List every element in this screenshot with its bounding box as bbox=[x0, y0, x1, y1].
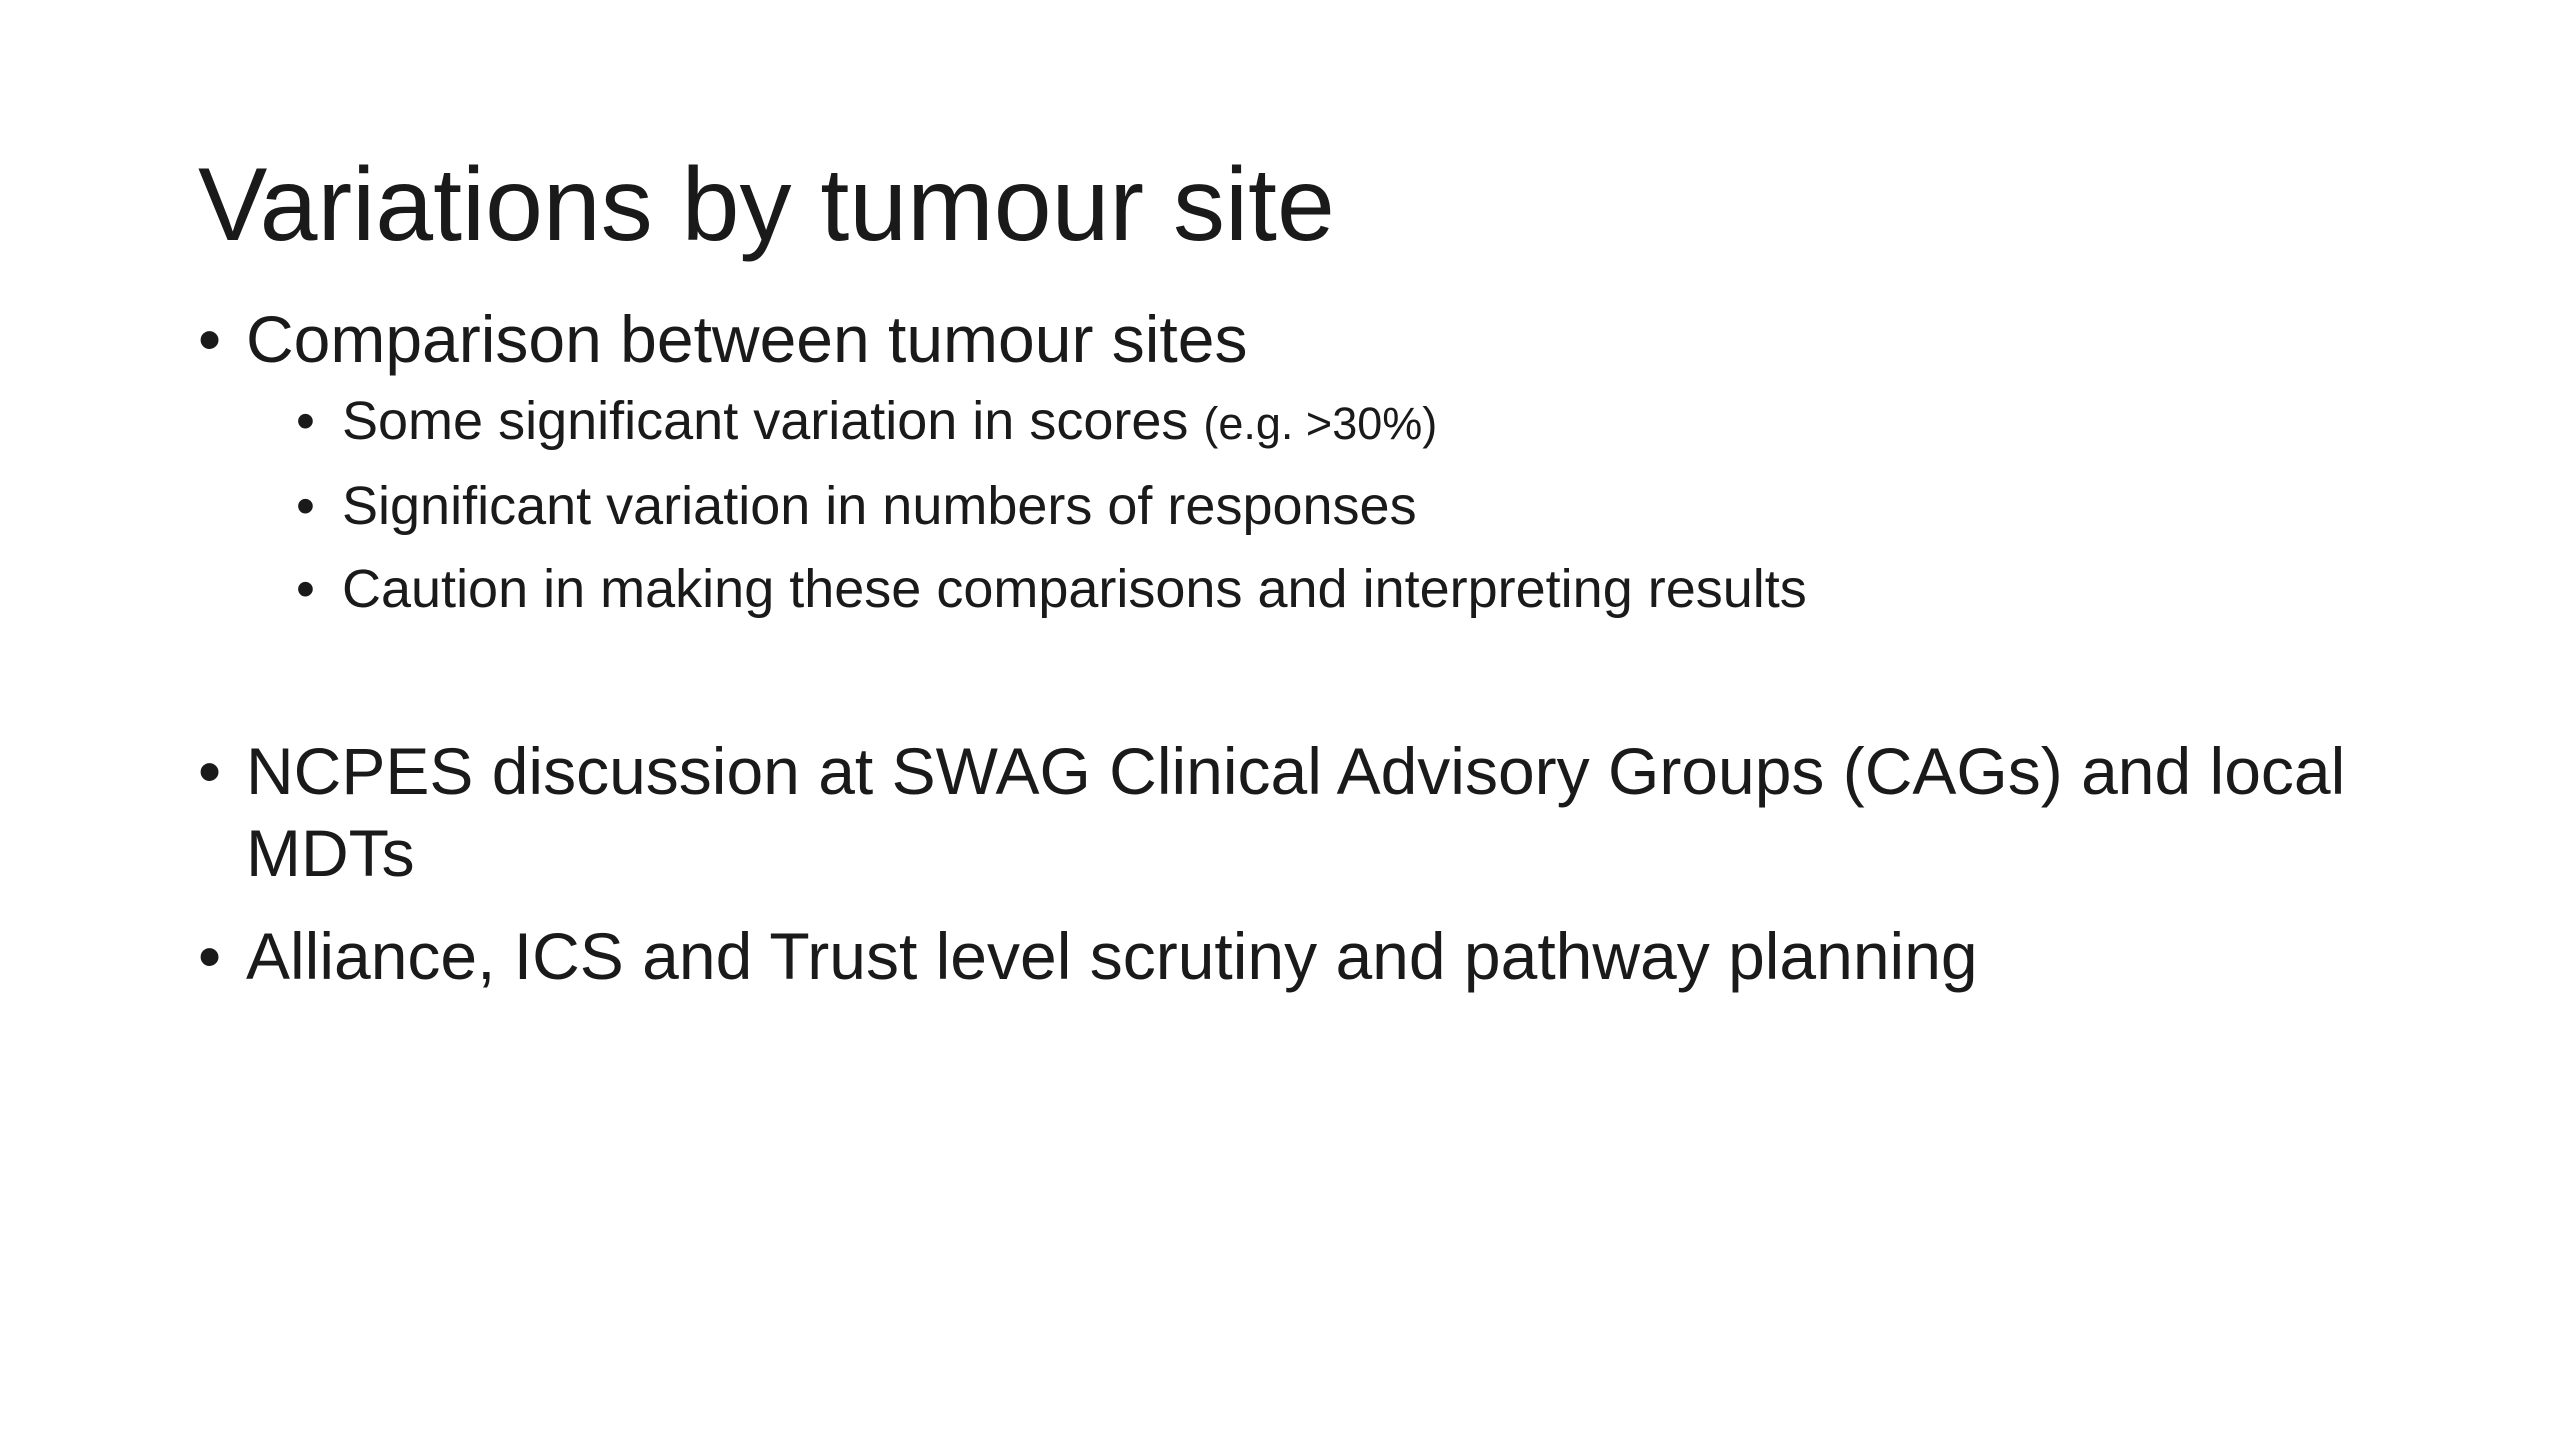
spacer bbox=[198, 631, 2378, 730]
sub-bullet-responses: • Significant variation in numbers of responses bbox=[296, 465, 2378, 548]
sub-bullet-scores bbox=[296, 380, 2378, 465]
slide-title: Variations by tumour site bbox=[198, 147, 1335, 263]
sub-bullet-scores-note: (e.g. >30%) bbox=[1203, 398, 1438, 449]
bullet-alliance: • Alliance, ICS and Trust level scrutiny and pathway planning bbox=[198, 915, 2378, 997]
sub-bullet-caution: • Caution in making these comparisons and interpreting results bbox=[296, 548, 2378, 631]
sub-bullet-scores-text: Some significant variation in scores bbox=[342, 391, 1204, 451]
slide-body bbox=[198, 298, 2378, 997]
bullet-ncpes: • NCPES discussion at SWAG Clinical Advisory Groups (CAGs) and local MDTs bbox=[198, 730, 2426, 894]
bullet-comparison: • Comparison between tumour sites bbox=[198, 298, 2378, 380]
spacer bbox=[198, 894, 2378, 915]
